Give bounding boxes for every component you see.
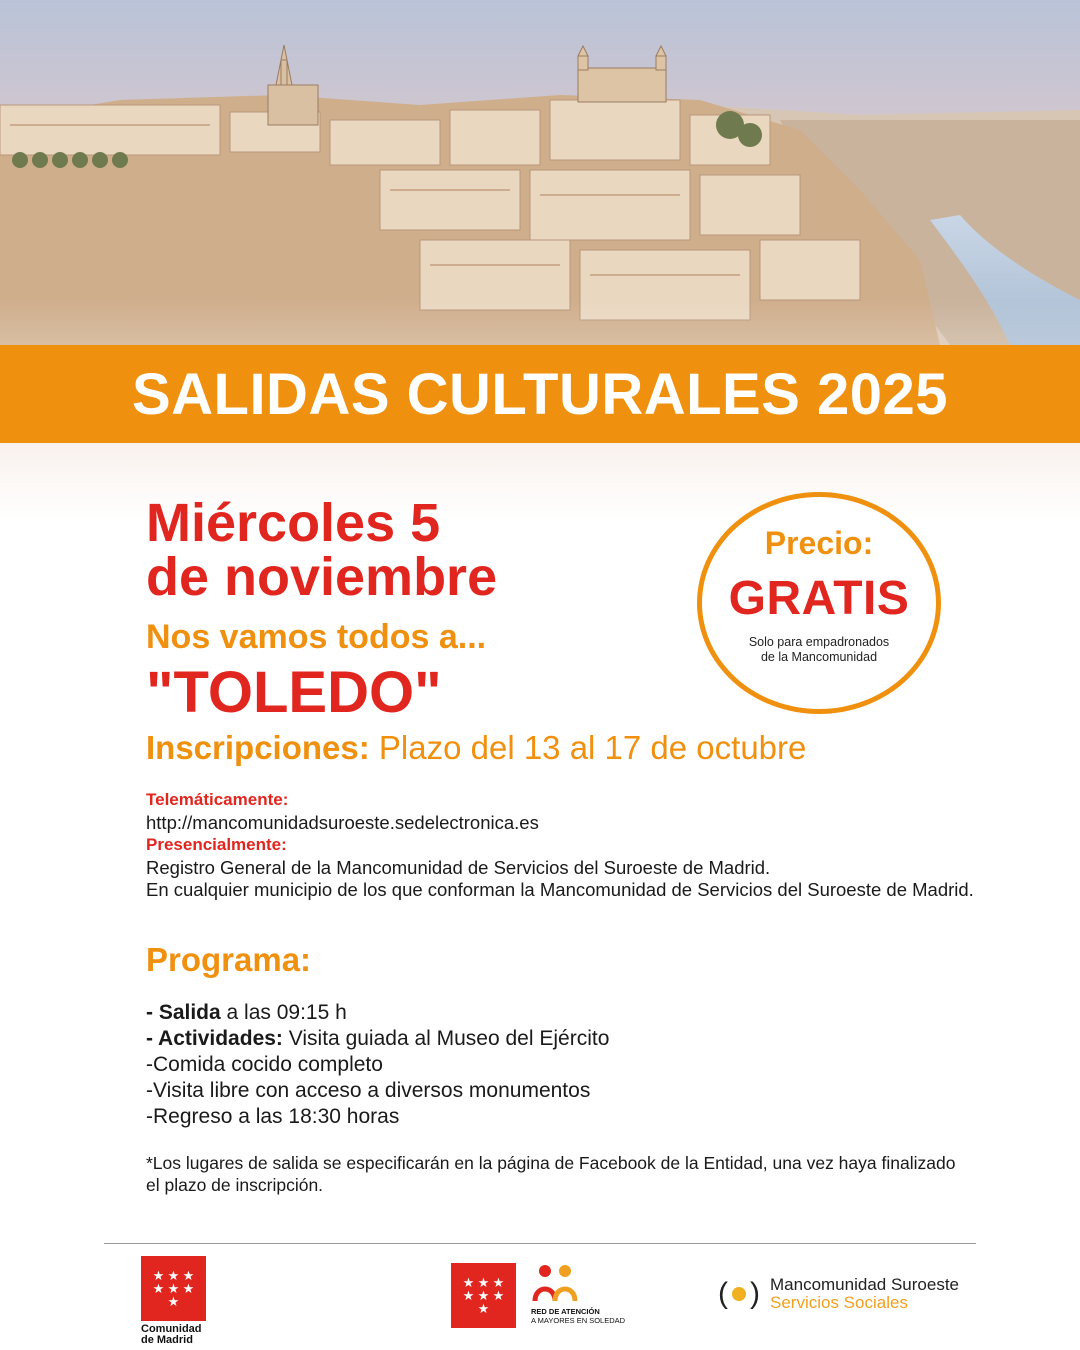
inperson-label: Presencialmente:	[146, 835, 287, 854]
online-url[interactable]: http://mancomunidadsuroeste.sedelectronica.es	[146, 811, 539, 833]
comunidad-madrid-text	[141, 1324, 206, 1346]
people-icon	[531, 1263, 581, 1303]
registration-dates: Plazo del 13 al 17 de octubre	[369, 729, 807, 766]
divider	[104, 1243, 976, 1244]
salida-text: a las 09:15 h	[220, 1001, 347, 1024]
registration-period	[146, 728, 806, 768]
event-destination: "TOLEDO"	[146, 660, 442, 725]
event-date-line2: de noviembre	[146, 547, 498, 607]
price-note-line1: Solo para empadronados	[748, 635, 890, 649]
red-atencion-brand	[531, 1263, 625, 1325]
price-label: Precio:	[764, 525, 874, 561]
list-item	[146, 1026, 609, 1052]
inperson-line1: Registro General de la Mancomunidad de Servicios del Suroeste de Madrid.	[146, 856, 771, 878]
price-note-line2: de la Mancomunidad	[760, 650, 878, 664]
price-value: GRATIS	[728, 572, 910, 625]
mancomunidad-name: Mancomunidad Suroeste	[770, 1275, 960, 1294]
dot-icon	[732, 1287, 746, 1301]
comunidad-line2: de Madrid	[141, 1334, 193, 1346]
madrid-flag-icon: ★ ★ ★ ★ ★ ★ ★	[141, 1256, 206, 1321]
banner-title: SALIDAS CULTURALES 2025	[131, 361, 949, 427]
red-atencion-logo	[451, 1263, 625, 1328]
programa-list	[146, 1000, 609, 1130]
paren-left-icon: (	[718, 1277, 728, 1310]
comunidad-line1: Comunidad	[141, 1323, 202, 1335]
registration-details	[146, 789, 1006, 902]
event-date	[146, 493, 686, 607]
red-title: RED DE ATENCIÓN	[531, 1307, 600, 1316]
paren-right-icon: )	[750, 1277, 760, 1310]
registration-label: Inscripciones:	[146, 729, 370, 766]
online-label: Telemáticamente:	[146, 790, 289, 809]
mancomunidad-sub: Servicios Sociales	[770, 1293, 908, 1312]
title-banner	[0, 345, 1080, 443]
mancomunidad-text	[770, 1276, 959, 1312]
salida-label: - Salida	[146, 1001, 221, 1024]
madrid-flag-icon: ★ ★ ★ ★ ★ ★ ★	[451, 1263, 516, 1328]
event-tagline: Nos vamos todos a...	[146, 618, 487, 656]
price-note	[722, 635, 916, 665]
list-item: -Comida cocido completo	[146, 1053, 383, 1076]
list-item: -Visita libre con acceso a diversos monumentos	[146, 1079, 591, 1102]
comunidad-madrid-logo	[141, 1256, 206, 1346]
programa-title: Programa:	[146, 941, 312, 978]
mancomunidad-logo	[718, 1276, 959, 1312]
price-badge	[697, 492, 941, 714]
list-item: -Regreso a las 18:30 horas	[146, 1105, 400, 1128]
footnote: *Los lugares de salida se especificarán en la página de Facebook de la Entidad, una vez haya finalizado el plazo de inscripción.	[146, 1153, 956, 1195]
red-sub: A MAYORES EN SOLEDAD	[531, 1316, 626, 1325]
list-item	[146, 1000, 609, 1026]
actividades-text: Visita guiada al Museo del Ejército	[282, 1027, 610, 1050]
actividades-label: - Actividades:	[146, 1027, 283, 1050]
inperson-line2: En cualquier municipio de los que conforman la Mancomunidad de Servicios del Suroeste de Madrid.	[146, 879, 974, 900]
event-date-line1: Miércoles 5	[146, 493, 441, 553]
